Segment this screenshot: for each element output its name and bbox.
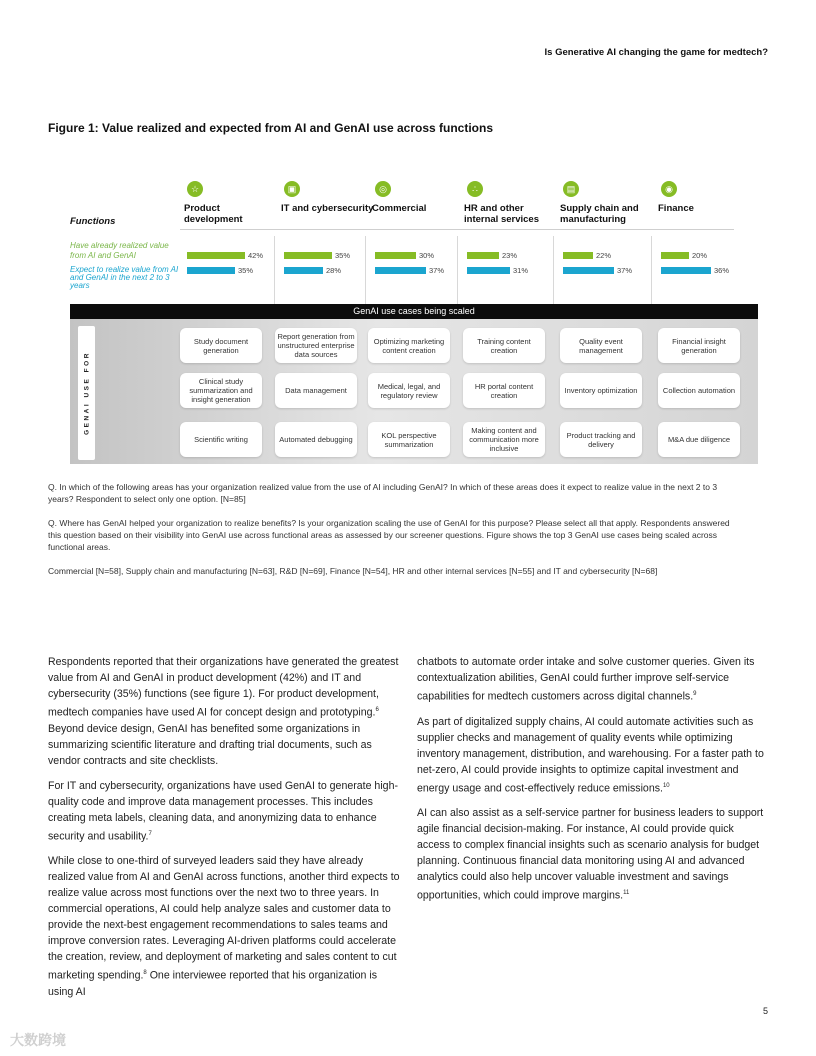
- use-case-card: Clinical study summarization and insight generation: [180, 373, 262, 408]
- function-column: [658, 178, 754, 304]
- function-name: HR and other internal services: [464, 203, 539, 225]
- percent-label: 22%: [596, 251, 612, 260]
- footnote-ref: 6: [375, 707, 379, 713]
- expected-bar: [187, 267, 235, 274]
- percent-label: 36%: [714, 266, 730, 275]
- page-number: 5: [762, 1006, 768, 1016]
- legend-expected: Expect to realize value from AI and GenAI in the next 2 to 3 years: [70, 265, 179, 290]
- genai-use-for-tag: [78, 326, 95, 460]
- use-case-card: Optimizing marketing content creation: [368, 328, 450, 363]
- use-case-card: Automated debugging: [275, 422, 357, 457]
- column-divider: [274, 236, 275, 304]
- body-paragraph: While close to one-third of surveyed leaders said they have already realized value from AI and GenAI across functions, another third expects to realize value across most functions over the next two to three years. In commercial operations, AI could help analyze sales and customer data to provide the next-best engagement recommendations to sales teams and improve conversion rates. Leveraging AI-driven platforms could accelerate the creation, review, and deployment of marketing and sales content to cut marketing spending.$^8$ One interviewee reported that his organization is using AI: [48, 855, 400, 998]
- footnote-ref: 7: [148, 830, 152, 837]
- percent-label: 35%: [238, 266, 254, 275]
- watermark: 大数跨境: [10, 1032, 66, 1048]
- use-case-card: Report generation from unstructured enterprise data sources: [275, 328, 357, 363]
- use-case-card: Quality event management: [560, 328, 642, 363]
- realized-bar-row: [563, 252, 653, 260]
- use-cases-header: GenAI use cases being scaled: [70, 304, 758, 319]
- factory-icon: ▤: [563, 181, 579, 197]
- expected-bar-row: [563, 267, 653, 275]
- realized-bar-row: [661, 252, 751, 260]
- function-column: [464, 178, 560, 304]
- column-divider: [553, 236, 554, 304]
- body-paragraph: As part of digitalized supply chains, AI could automate activities such as supplier checks and management of quality events while optimizing inventory management, distribution, and warehousing. For a faster path to net-zero, AI could provide insights to optimize capital investment and energy usage and cost-effectively reduce emissions.$^{10}$: [417, 715, 764, 795]
- column-divider: [457, 236, 458, 304]
- percent-label: 35%: [335, 251, 351, 260]
- percent-label: 23%: [502, 251, 518, 260]
- figure-title: Figure 1: Value realized and expected from AI and GenAI use across functions: [48, 121, 494, 135]
- expected-bar: [284, 267, 323, 274]
- figure-note-2: Q. Where has GenAI helped your organization to realize benefits? Is your organization scaling the use of GenAI for this purpose? Please select all that apply. Respondents answered this question based on their visibility into GenAI use across functional areas as assessed by our screener questions. Figure shows the top 3 GenAI use cases being scaled across functional areas.: [48, 518, 730, 552]
- body-paragraph: AI can also assist as a self-service partner for business leaders to support agile financial decision-making. For instance, AI could provide quick access to complex financial insights such as scenario analysis for budget planning. Continuous financial data monitoring using AI and advanced analytics could also help uncover valuable investment and savings opportunities, which could improve margins.$^{11}$: [417, 807, 764, 902]
- column-divider: [365, 236, 366, 304]
- percent-label: 37%: [617, 266, 633, 275]
- headset-icon: ◎: [375, 181, 391, 197]
- expected-bar-row: [661, 267, 751, 275]
- realized-bar-row: [467, 252, 557, 260]
- expected-bar-row: [467, 267, 557, 275]
- percent-label: 31%: [513, 266, 529, 275]
- function-name: Finance: [658, 203, 694, 214]
- people-icon: ∴: [467, 181, 483, 197]
- use-case-card: Data management: [275, 373, 357, 408]
- legend-realized: Have already realized value from AI and GenAI: [70, 241, 169, 260]
- use-case-card: Product tracking and delivery: [560, 422, 642, 457]
- use-case-card: Collection automation: [658, 373, 740, 408]
- column-divider: [651, 236, 652, 304]
- function-name: Commercial: [372, 203, 427, 214]
- footnote-ref: 10: [662, 782, 670, 789]
- functions-label: Functions: [70, 216, 116, 227]
- realized-bar: [375, 252, 416, 259]
- genai-use-for-label: GENAI USE FOR: [83, 351, 90, 435]
- body-column-left: [48, 654, 400, 1009]
- use-case-card: Study document generation: [180, 328, 262, 363]
- realized-bar-row: [284, 252, 374, 260]
- realized-bar-row: [375, 252, 465, 260]
- percent-label: 37%: [429, 266, 445, 275]
- function-name: IT and cybersecurity: [281, 203, 374, 214]
- shield-icon: ▣: [284, 181, 300, 197]
- expected-bar-row: [284, 267, 374, 275]
- body-column-right: [417, 654, 769, 913]
- running-header: Is Generative AI changing the game for medtech?: [544, 47, 768, 58]
- function-name: Supply chain and manufacturing: [560, 203, 639, 225]
- body-paragraph: chatbots to automate order intake and solve customer queries. Given its contextualization abilities, GenAI could further improve self-service capabilities for medtech customers across digital channels.$^9$: [417, 656, 755, 703]
- percent-label: 42%: [248, 251, 264, 260]
- realized-bar: [563, 252, 593, 259]
- realized-bar: [467, 252, 499, 259]
- expected-bar-row: [187, 267, 277, 275]
- use-case-card: Training content creation: [463, 328, 545, 363]
- footnote-ref: 9: [693, 691, 697, 697]
- expected-bar: [467, 267, 510, 274]
- expected-bar: [563, 267, 614, 274]
- expected-bar-row: [375, 267, 465, 275]
- money-icon: ◉: [661, 181, 677, 197]
- use-case-card: HR portal content creation: [463, 373, 545, 408]
- realized-bar: [661, 252, 689, 259]
- percent-label: 28%: [326, 266, 342, 275]
- percent-label: 30%: [419, 251, 435, 260]
- figure-1: [70, 178, 758, 468]
- function-column: [372, 178, 468, 304]
- function-column: [184, 178, 280, 304]
- expected-bar: [375, 267, 426, 274]
- use-case-card: Inventory optimization: [560, 373, 642, 408]
- function-column: [281, 178, 377, 304]
- realized-bar: [187, 252, 245, 259]
- function-column: [560, 178, 656, 304]
- percent-label: 20%: [692, 251, 708, 260]
- use-case-card: Financial insight generation: [658, 328, 740, 363]
- use-case-card: Medical, legal, and regulatory review: [368, 373, 450, 408]
- realized-bar-row: [187, 252, 277, 260]
- body-paragraph: Respondents reported that their organizations have generated the greatest value from AI and GenAI in product development (42%) and IT and cybersecurity (35%) functions (see figure 1). For product development, medtech companies have used AI for concept design and prototyping.$^6$ Beyond device design, GenAI has benefited some organizations in summarizing scientific literature and drafting trial documents, such as vendor contracts and site checklists.: [48, 656, 399, 767]
- function-name: Product development: [184, 203, 243, 225]
- use-case-card: Making content and communication more inclusive: [463, 422, 545, 457]
- use-case-card: KOL perspective summarization: [368, 422, 450, 457]
- lightbulb-icon: ☆: [187, 181, 203, 197]
- body-paragraph: For IT and cybersecurity, organizations have used GenAI to generate high-quality code and improve data management processes. This includes creating meta labels, cleaning data, and anonymizing data to enhance security and usability.$^7$: [48, 779, 398, 843]
- use-case-card: Scientific writing: [180, 422, 262, 457]
- figure-note-3: Commercial [N=58], Supply chain and manufacturing [N=63], R&D [N=69], Finance [N=54], HR and other internal services [N=55] and IT and cybersecurity [N=68]: [48, 566, 658, 576]
- realized-bar: [284, 252, 332, 259]
- use-case-card: M&A due diligence: [658, 422, 740, 457]
- footnote-ref: 11: [623, 890, 630, 897]
- figure-note-1: Q. In which of the following areas has your organization realized value from the use of AI including GenAI? In which of these areas does it expect to realize value in the next 2 to 3 years? Respondent to select only one option. [N=85]: [48, 482, 718, 504]
- footnote-ref: 8: [143, 970, 147, 977]
- expected-bar: [661, 267, 711, 274]
